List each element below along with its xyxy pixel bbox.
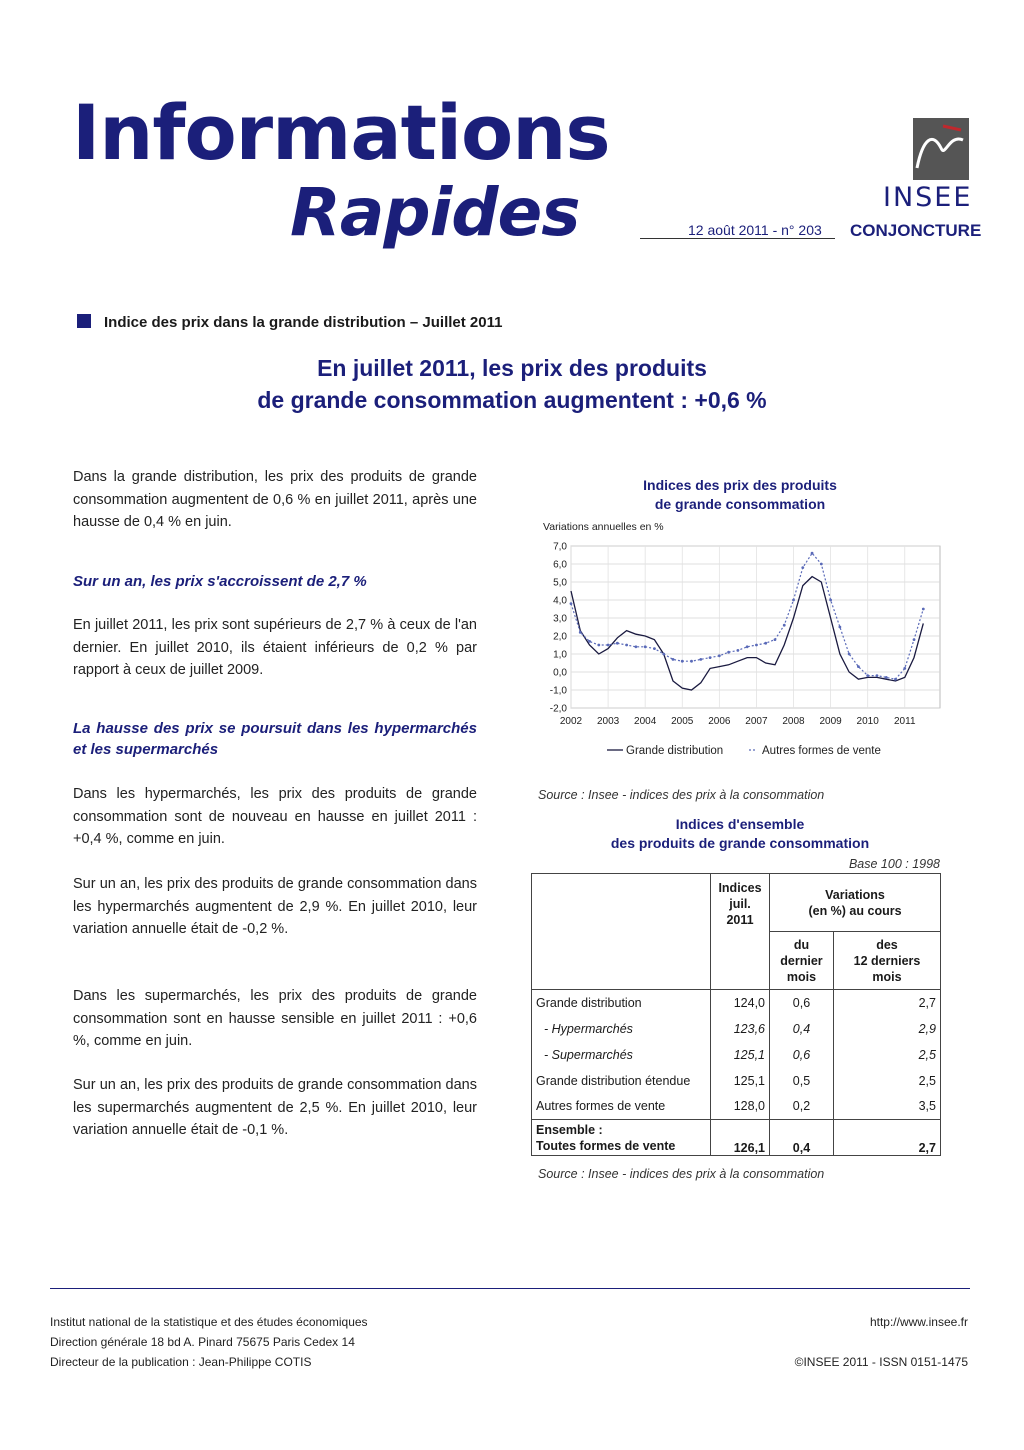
- header-year-1: des: [876, 937, 898, 952]
- chart-xtick-label: 2010: [856, 716, 879, 727]
- footer-line-2: Direction générale 18 bd A. Pinard 75675 Paris Cedex 14: [50, 1335, 355, 1349]
- chart-point: [662, 653, 665, 656]
- total-label-1: Ensemble :: [536, 1122, 603, 1137]
- chart-xtick-label: 2011: [894, 716, 916, 727]
- table-header-index: [711, 874, 770, 990]
- chart-ytick-label: 6,0: [553, 559, 567, 571]
- chart-xtick-label: 2004: [634, 716, 657, 727]
- total-label-2: Toutes formes de vente: [536, 1138, 676, 1153]
- header-year-2: 12 derniers: [853, 953, 921, 968]
- issue-number: 12 août 2011 - n° 203: [688, 222, 822, 238]
- chart-xtick-label: 2003: [596, 716, 620, 727]
- chart-point: [718, 654, 721, 657]
- chart-title-line-1: Indices des prix des produits: [643, 477, 837, 493]
- row-label: Grande distribution étendue: [532, 1068, 711, 1094]
- chart-xtick-label: 2009: [819, 716, 842, 727]
- row-index: 124,0: [711, 990, 770, 1016]
- chart-point: [913, 638, 916, 641]
- row-year: 2,7: [834, 990, 941, 1016]
- chart-point: [709, 656, 712, 659]
- header-var-2: (en %) au cours: [808, 903, 902, 918]
- chart-ytick-label: 5,0: [553, 577, 567, 589]
- footer-right: [700, 1312, 968, 1372]
- header-month-2: dernier: [780, 953, 823, 968]
- chart-point: [607, 644, 610, 647]
- chart-ytick-label: 3,0: [553, 613, 567, 625]
- chart-ytick-label: -1,0: [549, 685, 567, 697]
- table-row-total: [532, 1120, 941, 1156]
- topic-bullet: [77, 314, 91, 328]
- paragraph-3: Dans les hypermarchés, les prix des produits de grande consommation sont de nouveau en hausse en juillet 2011 : +0,4 %, comme en juin.: [73, 786, 477, 847]
- header-var-1: Variations: [825, 887, 885, 902]
- chart-ytick-label: 0,0: [553, 667, 567, 679]
- chart-point: [690, 660, 693, 663]
- row-month: 0,6: [770, 990, 834, 1016]
- chart-point: [848, 653, 851, 656]
- row-year: 2,5: [834, 1042, 941, 1068]
- chart-point: [588, 640, 591, 643]
- insee-logo-icon: [913, 118, 969, 180]
- chart-point: [792, 599, 795, 602]
- total-month: 0,4: [770, 1120, 834, 1156]
- subheading-2: La hausse des prix se poursuit dans les hypermarchés et les supermarchés: [73, 720, 477, 758]
- header-index-1: Indices: [718, 881, 762, 895]
- chart-xtick-label: 2007: [745, 716, 768, 727]
- row-label: Grande distribution: [532, 990, 711, 1016]
- row-index: 123,6: [711, 1016, 770, 1042]
- table-row: [532, 1016, 941, 1042]
- chart-point: [801, 566, 804, 569]
- chart-point: [894, 678, 897, 681]
- chart-plot-area: [571, 546, 940, 708]
- header-index-2: juil.: [729, 897, 751, 911]
- legend-label: Grande distribution: [626, 745, 724, 757]
- row-year: 2,5: [834, 1068, 941, 1094]
- row-year: 3,5: [834, 1094, 941, 1120]
- chart-ytick-label: 4,0: [553, 595, 567, 607]
- chart-point: [755, 644, 758, 647]
- footer-rule: [50, 1288, 970, 1289]
- table-header-variations: [770, 874, 941, 932]
- row-month: 0,4: [770, 1016, 834, 1042]
- brand-name: INSEE: [883, 182, 973, 213]
- chart-point: [672, 658, 675, 661]
- chart-point: [838, 626, 841, 629]
- table-row: [532, 1042, 941, 1068]
- paragraph-5: Dans les supermarchés, les prix des produits de grande consommation sont en hausse sensible en juillet 2011 : +0,6 %, comme en juin.: [73, 988, 477, 1049]
- header-month-1: du: [793, 937, 810, 952]
- chart-point: [857, 665, 860, 668]
- total-label: [532, 1120, 711, 1156]
- header-year-3: mois: [872, 969, 902, 984]
- chart-point: [644, 645, 647, 648]
- chart-point: [681, 660, 684, 663]
- chart-ytick-label: 1,0: [553, 649, 567, 661]
- subheading-1: Sur un an, les prix s'accroissent de 2,7 %: [73, 573, 367, 590]
- row-month: 0,2: [770, 1094, 834, 1120]
- legend-label: Autres formes de vente: [762, 745, 881, 757]
- chart-title-line-2: de grande consommation: [654, 496, 826, 512]
- chart-point: [774, 638, 777, 641]
- table-row: [532, 990, 941, 1016]
- footer-line-1: Institut national de la statistique et des études économiques: [50, 1315, 368, 1329]
- chart-ytick-label: -2,0: [549, 703, 567, 715]
- chart-point: [922, 608, 925, 611]
- chart-point: [634, 645, 637, 648]
- chart-point: [876, 674, 879, 677]
- table-row: [532, 1094, 941, 1120]
- table-source: Source : Insee - indices des prix à la consommation: [538, 1167, 825, 1181]
- price-index-chart: [535, 518, 955, 768]
- row-index: 125,1: [711, 1042, 770, 1068]
- row-month: 0,5: [770, 1068, 834, 1094]
- row-label: - Supermarchés: [532, 1042, 711, 1068]
- chart-point: [866, 674, 869, 677]
- chart-xtick-label: 2005: [671, 716, 694, 727]
- chart-point: [903, 667, 906, 670]
- row-month: 0,6: [770, 1042, 834, 1068]
- chart-point: [699, 658, 702, 661]
- chart-point: [727, 651, 730, 654]
- chart-point: [885, 676, 888, 679]
- chart-point: [764, 642, 767, 645]
- paragraph-1: Dans la grande distribution, les prix des produits de grande consommation augmentent de 0,6 % en juillet 2011, après une hausse de 0,4 % en juin.: [73, 469, 477, 530]
- chart-ytick-label: 7,0: [553, 541, 567, 553]
- chart-title: [540, 476, 940, 514]
- chart-ylabel: Variations annuelles en %: [543, 521, 664, 533]
- table-header-blank: [532, 874, 711, 990]
- footer-line-3: Directeur de la publication : Jean-Philippe COTIS: [50, 1355, 312, 1369]
- header-index-3: 2011: [726, 913, 754, 927]
- chart-point: [653, 647, 656, 650]
- header-month-3: mois: [786, 969, 817, 984]
- chart-xtick-label: 2008: [782, 716, 805, 727]
- chart-point: [811, 552, 814, 555]
- paragraph-2: En juillet 2011, les prix sont supérieurs de 2,7 % à ceux de l'an dernier. En juillet 2010, ils étaient inférieurs de 0,2 % par rapport à ceux de juillet 2009.: [73, 617, 477, 678]
- table-title: [540, 815, 940, 853]
- masthead-rule: [640, 238, 835, 239]
- row-year: 2,9: [834, 1016, 941, 1042]
- chart-point: [736, 649, 739, 652]
- row-label: Autres formes de vente: [532, 1094, 711, 1120]
- chart-xtick-label: 2002: [559, 716, 583, 727]
- row-label: - Hypermarchés: [532, 1016, 711, 1042]
- chart-ytick-label: 2,0: [553, 631, 567, 643]
- footer-spacer: [700, 1332, 968, 1352]
- chart-point: [783, 624, 786, 627]
- masthead-subtitle: Rapides: [290, 174, 580, 251]
- topic-title: Indice des prix dans la grande distribution – Juillet 2011: [104, 314, 503, 331]
- table-title-line-1: Indices d'ensemble: [675, 816, 805, 832]
- paragraph-6: Sur un an, les prix des produits de grande consommation dans les supermarchés augmentent de 2,5 %. En juillet 2010, leur variation annuelle était de -0,1 %.: [73, 1077, 477, 1138]
- chart-point: [625, 644, 628, 647]
- brand-subtitle: CONJONCTURE: [850, 221, 982, 240]
- chart-point: [820, 563, 823, 566]
- row-index: 125,1: [711, 1068, 770, 1094]
- headline-line-2: de grande consommation augmentent : +0,6 %: [257, 387, 767, 413]
- chart-point: [570, 602, 573, 605]
- price-index-table: [531, 873, 941, 1156]
- total-index: 126,1: [711, 1120, 770, 1156]
- paragraph-4: Sur un an, les prix des produits de grande consommation dans les hypermarchés augmentent de 2,9 %. En juillet 2010, leur variation annuelle était de -0,2 %.: [73, 876, 477, 937]
- headline: [150, 352, 874, 416]
- chart-source: Source : Insee - indices des prix à la consommation: [538, 788, 825, 802]
- table-header-year: [834, 932, 941, 990]
- chart-xtick-label: 2006: [708, 716, 731, 727]
- row-index: 128,0: [711, 1094, 770, 1120]
- chart-point: [597, 644, 600, 647]
- table-base-note: Base 100 : 1998: [848, 857, 940, 871]
- footer-url[interactable]: http://www.insee.fr: [869, 1315, 968, 1329]
- headline-line-1: En juillet 2011, les prix des produits: [317, 355, 707, 381]
- table-header-month: [770, 932, 834, 990]
- chart-point: [579, 631, 582, 634]
- footer-left: [50, 1312, 368, 1372]
- chart-point: [616, 642, 619, 645]
- chart-point: [829, 599, 832, 602]
- table-row: [532, 1068, 941, 1094]
- masthead-title: Informations: [72, 88, 610, 177]
- chart-point: [746, 645, 749, 648]
- table-title-line-2: des produits de grande consommation: [610, 835, 870, 851]
- footer-copyright: ©INSEE 2011 - ISSN 0151-1475: [794, 1355, 968, 1369]
- total-year: 2,7: [834, 1120, 941, 1156]
